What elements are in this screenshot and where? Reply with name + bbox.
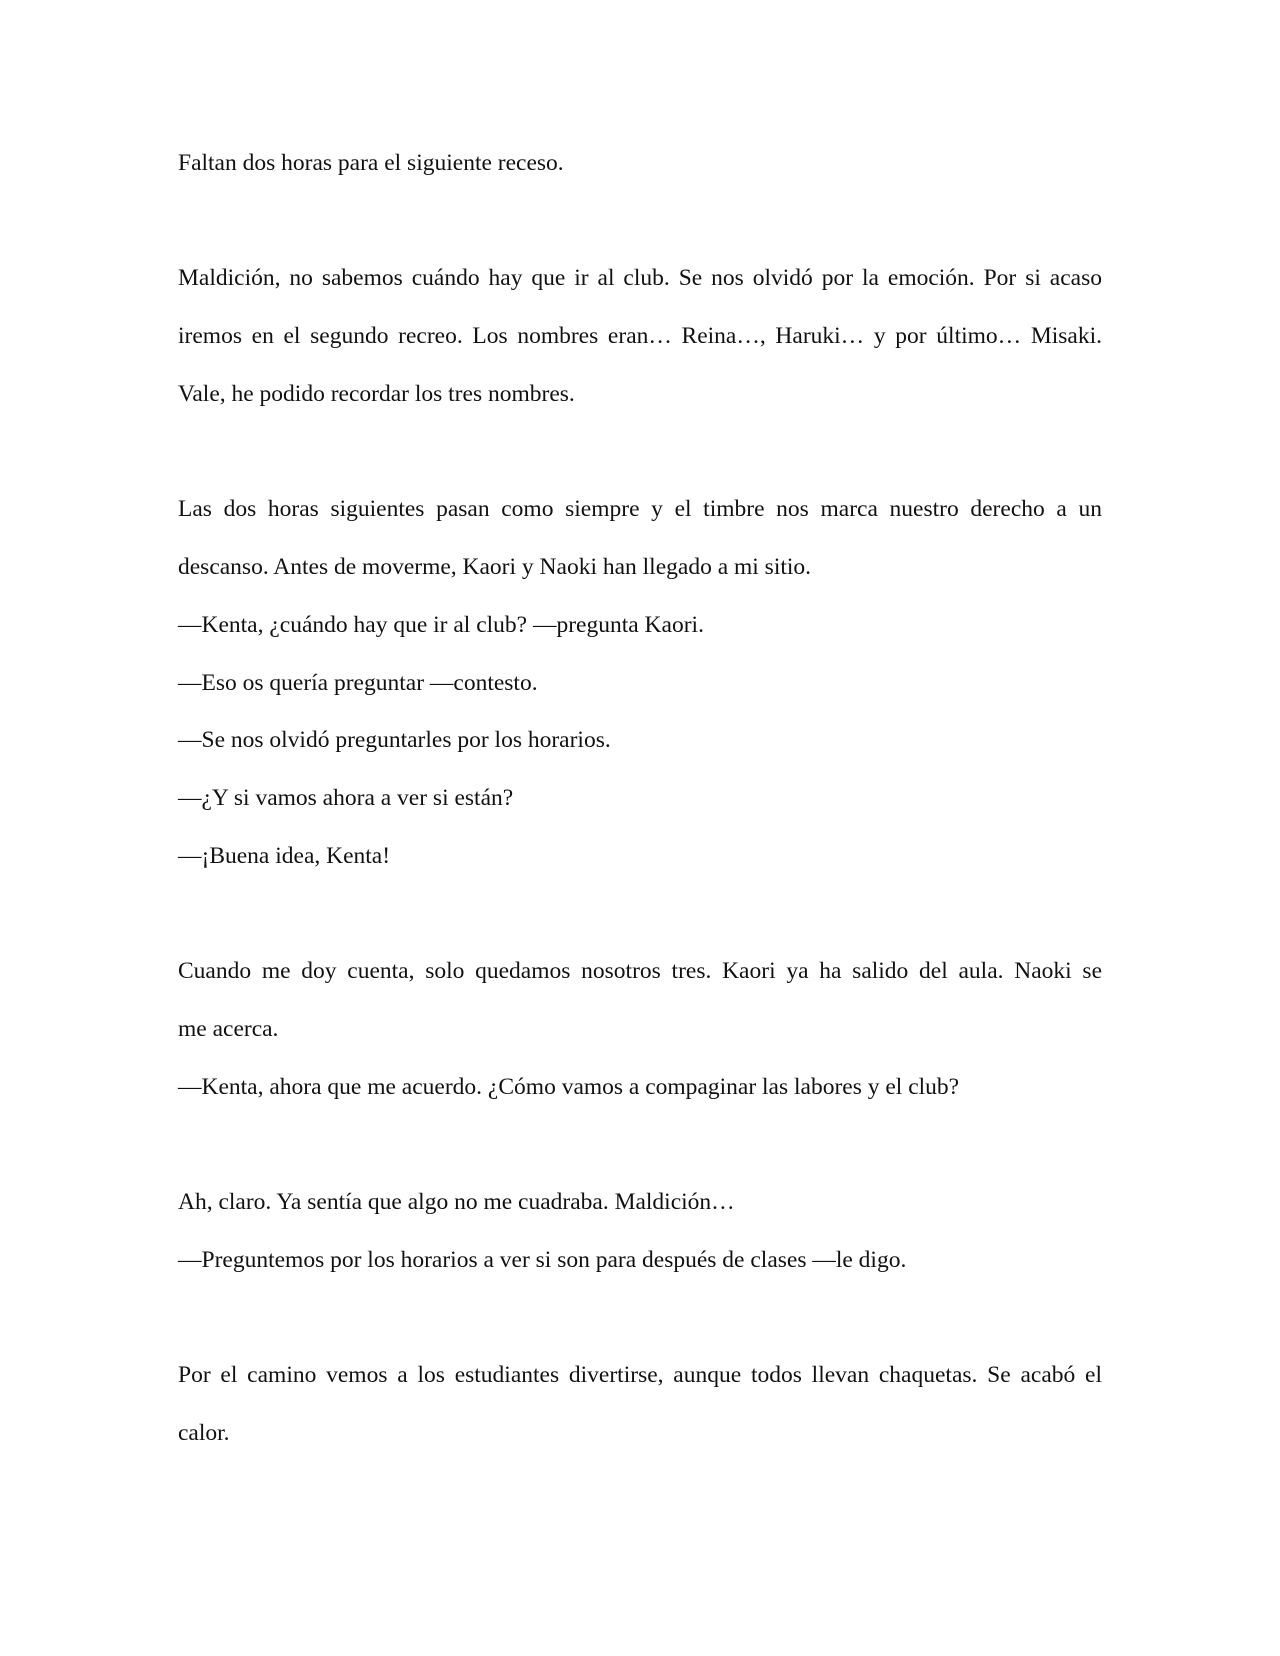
text-line: Las dos horas siguientes pasan como siempre y el timbre nos marca nuestro derecho a un [178, 496, 1102, 522]
text-line: iremos en el segundo recreo. Los nombres eran… Reina…, Haruki… y por último… Misaki. [178, 323, 1102, 349]
text-line: —Se nos olvidó preguntarles por los horarios. [178, 727, 611, 753]
text-line: —Preguntemos por los horarios a ver si son para después de clases —le digo. [178, 1247, 907, 1273]
text-line: —¿Y si vamos ahora a ver si están? [178, 785, 514, 811]
text-line: calor. [178, 1420, 230, 1446]
text-line: —Kenta, ahora que me acuerdo. ¿Cómo vamos a compaginar las labores y el club? [178, 1074, 960, 1100]
text-line: —¡Buena idea, Kenta! [178, 843, 391, 869]
text-line: Por el camino vemos a los estudiantes divertirse, aunque todos llevan chaquetas. Se acabó el [178, 1362, 1102, 1388]
text-line: Cuando me doy cuenta, solo quedamos nosotros tres. Kaori ya ha salido del aula. Naoki se [178, 958, 1102, 984]
text-line: Maldición, no sabemos cuándo hay que ir al club. Se nos olvidó por la emoción. Por si acaso [178, 265, 1102, 291]
text-line: descanso. Antes de moverme, Kaori y Naoki han llegado a mi sitio. [178, 554, 812, 580]
text-line: Faltan dos horas para el siguiente receso. [178, 150, 564, 176]
text-line: Vale, he podido recordar los tres nombres. [178, 381, 575, 407]
text-line: Ah, claro. Ya sentía que algo no me cuadraba. Maldición… [178, 1189, 735, 1215]
text-line: —Kenta, ¿cuándo hay que ir al club? —pregunta Kaori. [178, 612, 704, 638]
text-line: —Eso os quería preguntar —contesto. [178, 670, 538, 696]
text-line: me acerca. [178, 1016, 279, 1042]
